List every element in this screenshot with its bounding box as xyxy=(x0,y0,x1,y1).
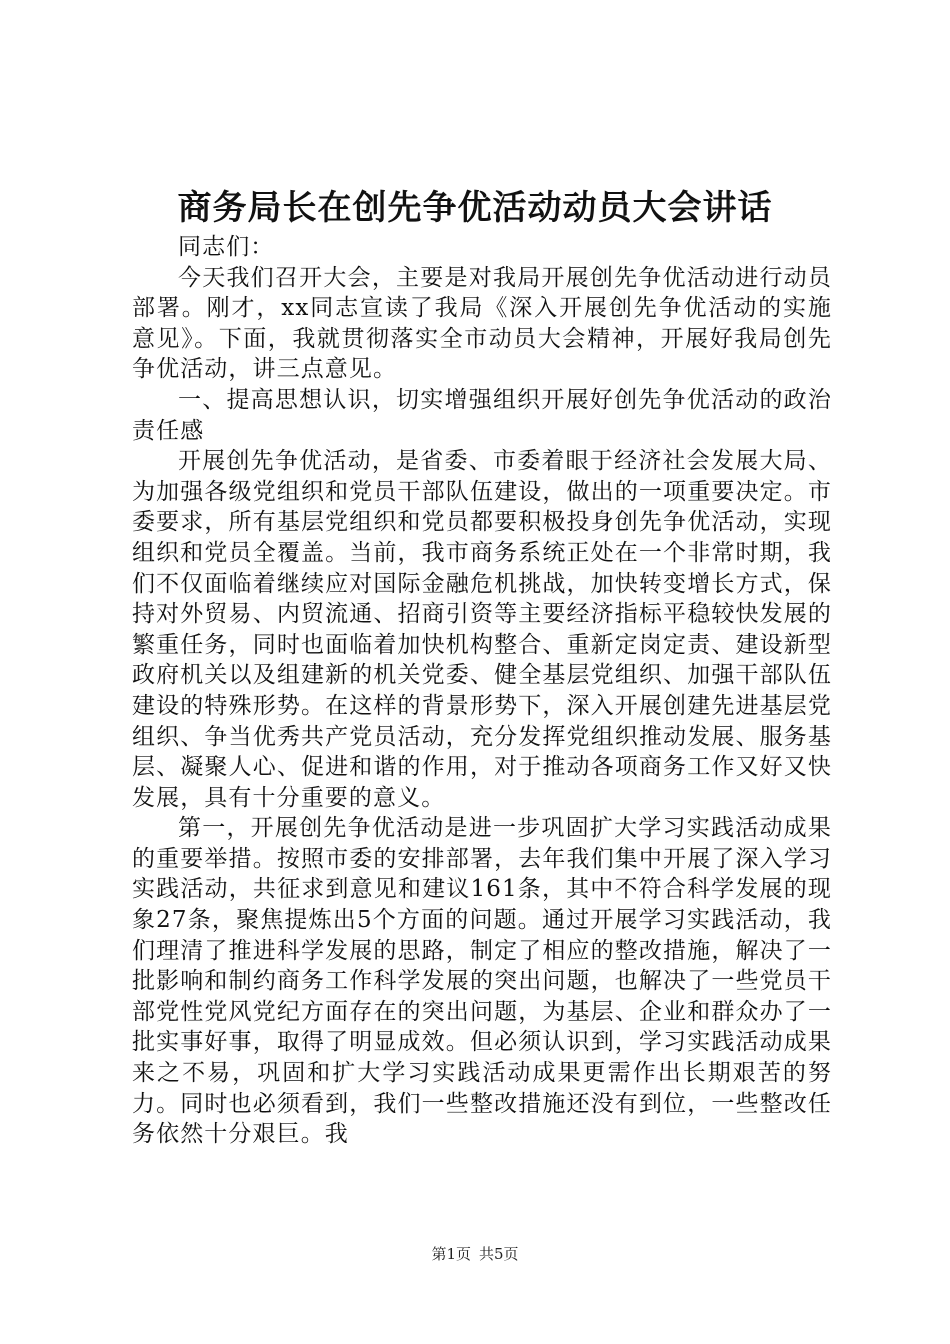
document-title: 商务局长在创先争优活动动员大会讲话 xyxy=(177,188,773,228)
body-paragraph: 开展创先争优活动，是省委、市委着眼于经济社会发展大局、为加强各级党组织和党员干部队伍建设，做出的一项重要决定。市委要求，所有基层党组织和党员都要积极投身创先争优活动，实现组织和党员全覆盖。当前，我市商务系统正处在一个非常时期，我们不仅面临着继续应对国际金融危机挑战，加快转变增长方式，保持对外贸易、内贸流通、招商引资等主要经济指标平稳较快发展的繁重任务，同时也面临着加快机构整合、重新定岗定责、建设新型政府机关以及组建新的机关党委、健全基层党组织、加强干部队伍建设的特殊形势。在这样的背景形势下，深入开展创建先进基层党组织、争当优秀共产党员活动，充分发挥党组织推动发展、服务基层、凝聚人心、促进和谐的作用，对于推动各项商务工作又好又快发展，具有十分重要的意义。 xyxy=(132,448,832,811)
page-total: 共5页 xyxy=(479,1245,519,1263)
salutation-paragraph: 同志们： xyxy=(178,234,275,260)
body-paragraph: 第一，开展创先争优活动是进一步巩固扩大学习实践活动成果的重要举措。按照市委的安排部署，去年我们集中开展了深入学习实践活动，共征求到意见和建议161条，其中不符合科学发展的现象27条，聚焦提炼出5个方面的问题。通过开展学习实践活动，我们理清了推进科学发展的思路，制定了相应的整改措施，解决了一批影响和制约商务工作科学发展的突出问题，也解决了一些党员干部党性党风党纪方面存在的突出问题，为基层、企业和群众办了一批实事好事，取得了明显成效。但必须认识到，学习实践活动成果来之不易，巩固和扩大学习实践活动成果更需作出长期艰苦的努力。同时也必须看到，我们一些整改措施还没有到位，一些整改任务依然十分艰巨。我 xyxy=(132,815,832,1148)
intro-paragraph: 今天我们召开大会，主要是对我局开展创先争优活动进行动员部署。刚才，xx同志宣读了我局《深入开展创先争优活动的实施意见》。下面，我就贯彻落实全市动员大会精神，开展好我局创先争优活动，讲三点意见。 xyxy=(132,264,832,383)
page-number: 第1页 xyxy=(431,1245,471,1263)
document-body xyxy=(132,232,832,1150)
page-footer xyxy=(0,1244,950,1264)
section-heading-1: 一、提高思想认识，切实增强组织开展好创先争优活动的政治责任感 xyxy=(132,386,832,444)
